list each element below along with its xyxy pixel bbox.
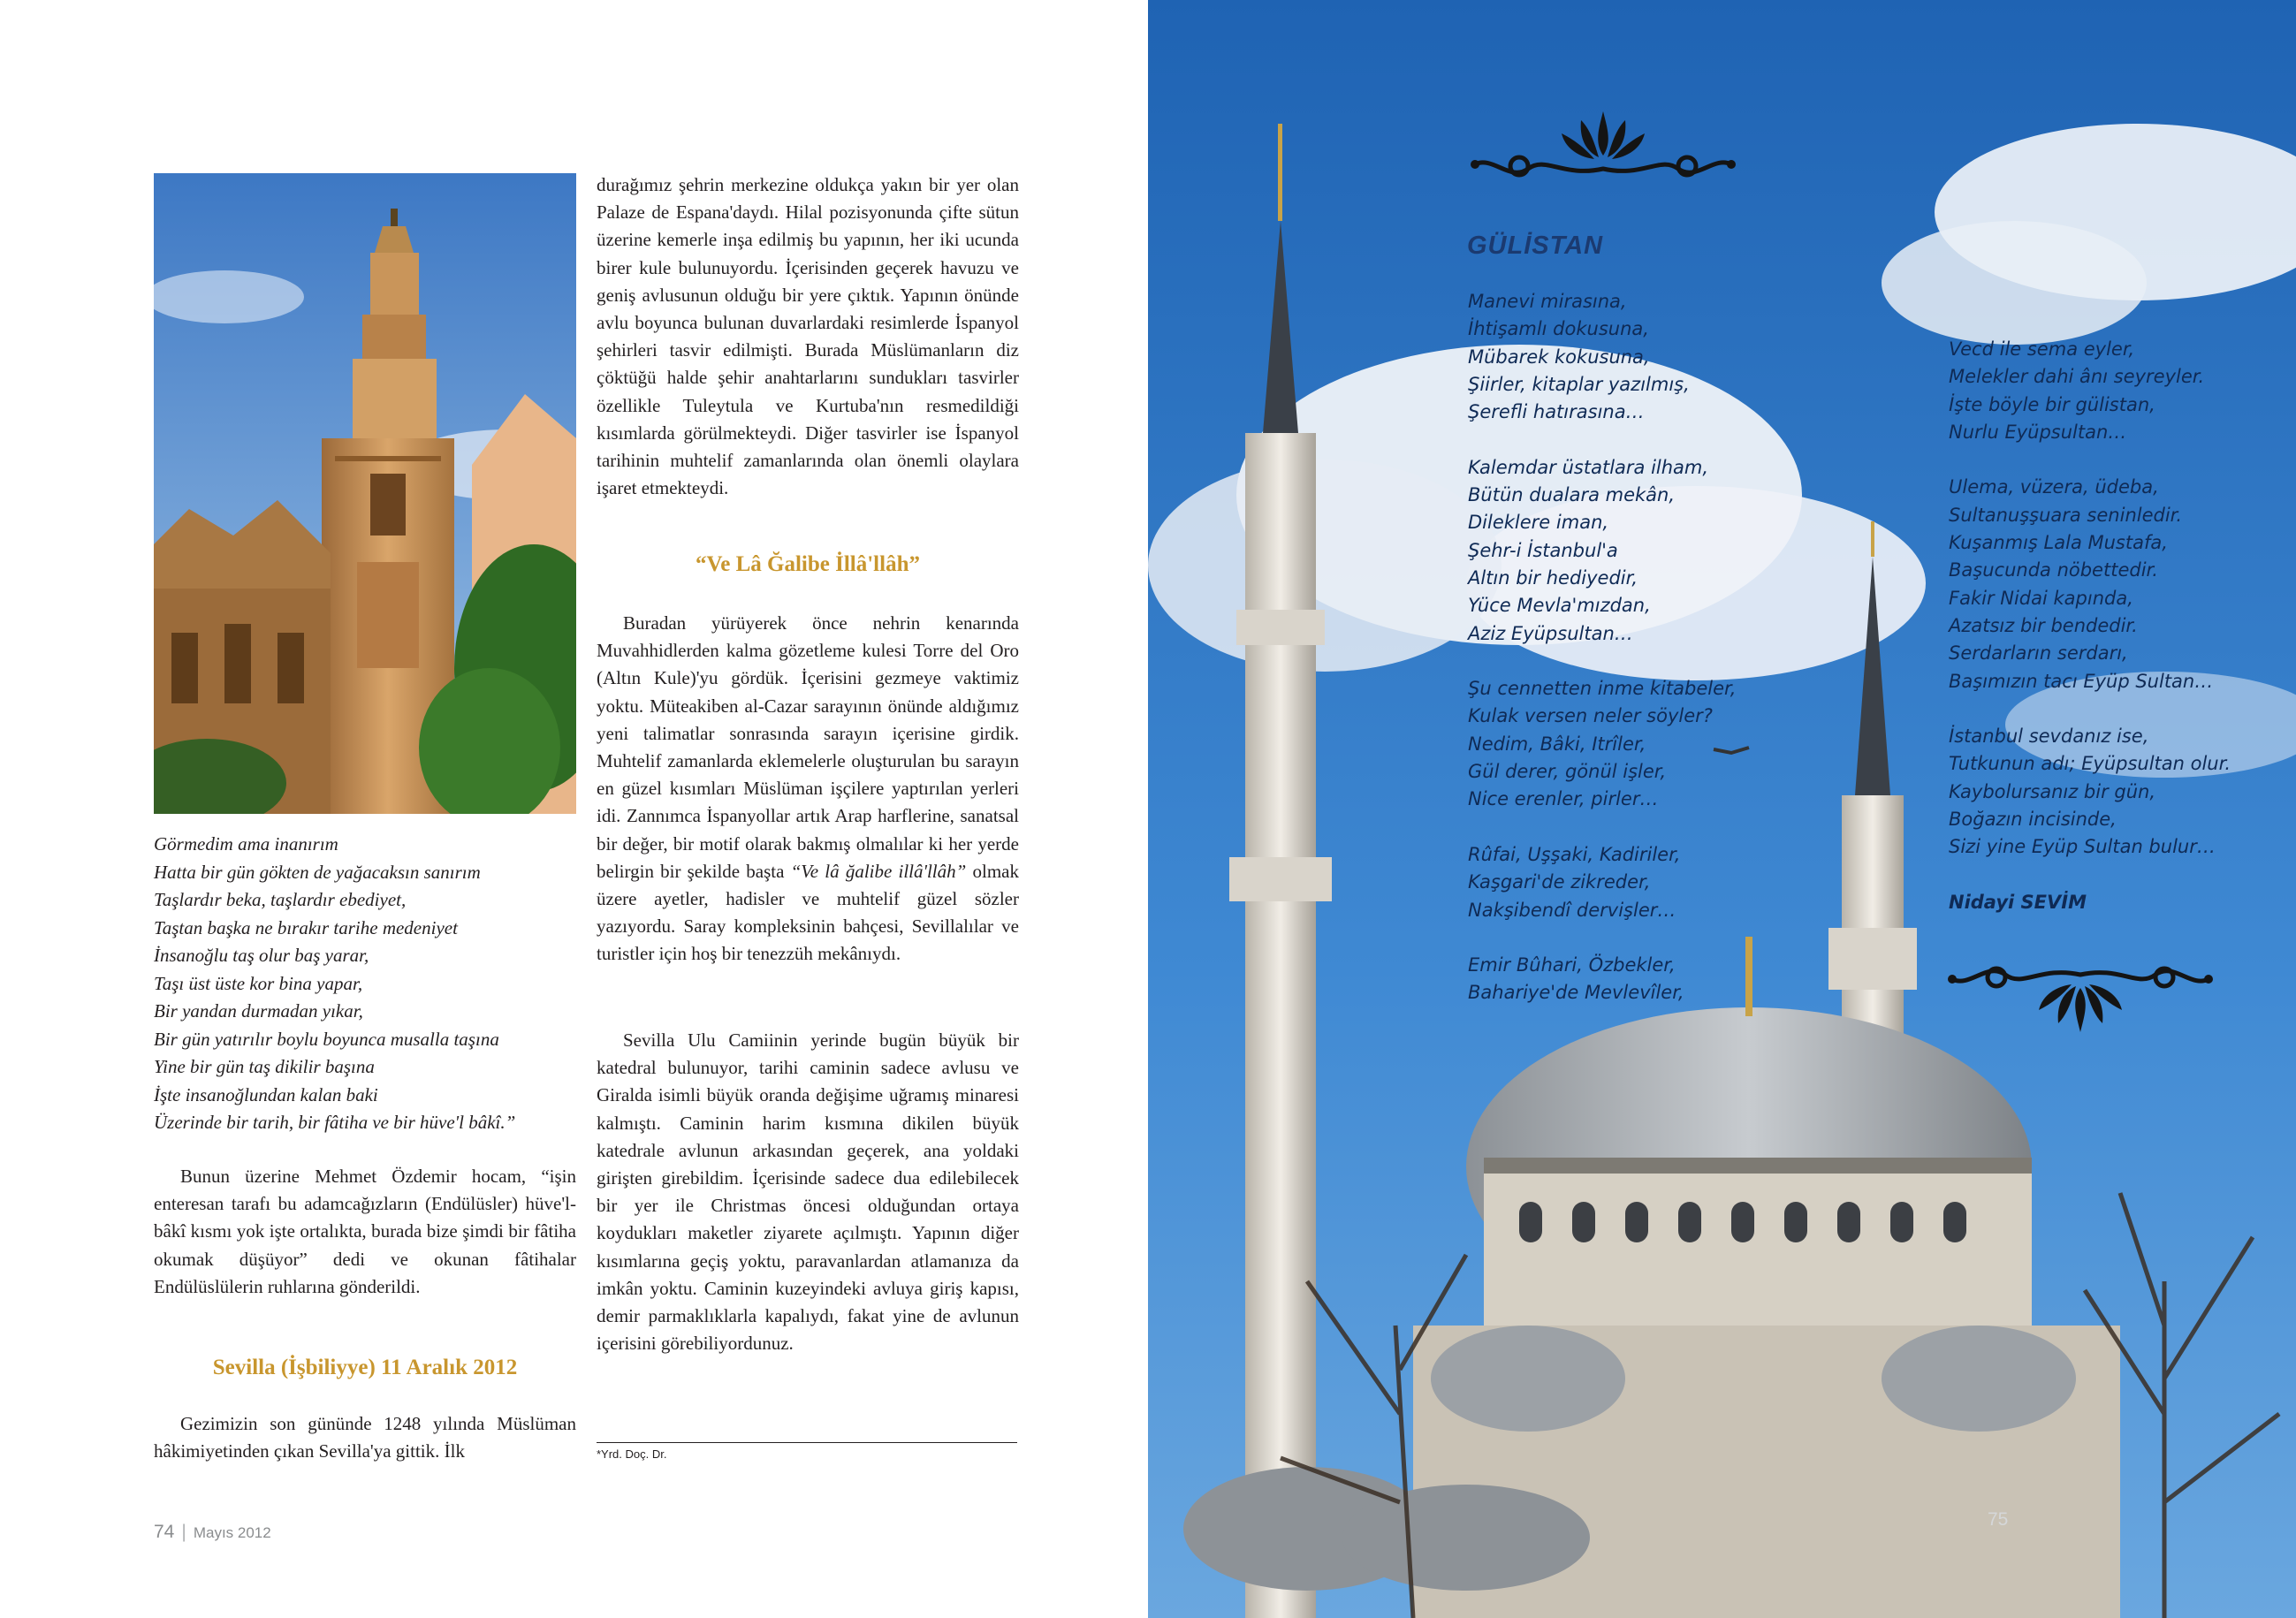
poem-line: Nakşibendî dervişler…	[1468, 899, 1676, 921]
poem-line: Bahariye'de Mevlevîler,	[1468, 982, 1684, 1004]
body-paragraph	[597, 610, 1019, 969]
poem-line: Görmedim ama inanırım	[154, 833, 338, 855]
poem-line: Bütün dualara mekân,	[1468, 484, 1676, 506]
poem-line: İşte böyle bir gülistan,	[1949, 393, 2155, 415]
poem-line: Manevi mirasına,	[1468, 291, 1627, 312]
paragraph-fatiha	[154, 1163, 576, 1301]
footnote: *Yrd. Doç. Dr.	[597, 1447, 667, 1461]
stanza-gap	[1949, 446, 2231, 474]
poem-line: Kulak versen neler söyler?	[1468, 705, 1713, 727]
poem-line: İnsanoğlu taş olur baş yarar,	[154, 945, 369, 966]
poem-line: Başucunda nöbettedir.	[1949, 559, 2158, 581]
ornament-top-icon	[1466, 103, 1740, 191]
footnote-divider	[597, 1442, 1017, 1443]
poem-line: Tutkunun adı; Eyüpsultan olur.	[1949, 753, 2231, 775]
body-text: olmak üzere ayetler, hadisler ve muhtelif güzel sözler yazıyordu. Saray kompleksinin bahçesi, Sevillalılar ve turistler için hoş bir tenezzüh mekânıydı.	[597, 860, 1020, 965]
poem-line: Rûfai, Uşşaki, Kadiriler,	[1468, 843, 1681, 865]
stanza-gap	[1949, 862, 2231, 889]
body-paragraph: Bunun üzerine Mehmet Özdemir hocam, “işin enteresan tarafı bu adamcağızların (Endülüsler) hüve'l-bâkî kısmı yok işte ortalıkta, burada bize şimdi bir fâtiha okumak düşüyor” dedi ve okunan fâtihalar Endülüslülerin ruhlarına gönderildi.	[154, 1166, 576, 1297]
stanza-gap	[1468, 924, 1736, 952]
poem-line: Kaybolursanız bir gün,	[1949, 780, 2156, 802]
paragraph-palaze	[597, 171, 1019, 502]
poem-line: Serdarların serdarı,	[1949, 642, 2128, 665]
poem-line: Mübarek kokusuna,	[1468, 346, 1650, 368]
stanza-gap	[1468, 814, 1736, 841]
ornament-bottom-icon	[1943, 953, 2217, 1041]
page-footer	[154, 1522, 271, 1543]
poem-line: Aziz Eyüpsultan…	[1468, 622, 1633, 644]
poem-line: Kalemdar üstatlara ilham,	[1468, 456, 1709, 478]
left-poem	[154, 831, 578, 1137]
poem-line: Taşlardır beka, taşlardır ebediyet,	[154, 889, 407, 910]
poem-line: Şu cennetten inme kitabeler,	[1468, 678, 1737, 700]
poem-column-2	[1949, 336, 2231, 916]
poem-line: İstanbul sevdanız ise,	[1949, 725, 2149, 748]
poem-line: Bir yandan durmadan yıkar,	[154, 1000, 363, 1022]
poem-line: Kuşanmış Lala Mustafa,	[1949, 532, 2168, 554]
poem-line: İhtişamlı dokusuna,	[1468, 318, 1649, 340]
right-page	[1148, 0, 2296, 1618]
poem-line: Üzerinde bir tarih, bir fâtiha ve bir hüve'l bâkî.”	[154, 1112, 516, 1133]
poem-line: Hatta bir gün gökten de yağacaksın sanırım	[154, 861, 481, 883]
poem-line: Şehr-i İstanbul'a	[1468, 539, 1618, 561]
poem-line: Emir Bûhari, Özbekler,	[1468, 954, 1676, 976]
section-heading-sevilla: Sevilla (İşbiliyye) 11 Aralık 2012	[212, 1356, 518, 1379]
poem-line: Boğazın incisinde,	[1949, 809, 2117, 831]
page-number-right: 75	[1988, 1509, 2009, 1530]
poem-author: Nidayi SEVİM	[1949, 891, 2087, 913]
poem-line: Yüce Mevla'mızdan,	[1468, 595, 1651, 617]
poem-line: Ulema, vüzera, üdeba,	[1949, 476, 2159, 498]
stanza-gap	[1949, 695, 2231, 723]
poem-line: Azatsız bir bendedir.	[1949, 614, 2138, 636]
poem-line: Bir gün yatırılır boylu boyunca musalla taşına	[154, 1028, 499, 1050]
poem-line: Sultanuşşuara seninledir.	[1949, 504, 2183, 526]
footer-separator: |	[181, 1522, 186, 1542]
page-number: 74	[154, 1522, 175, 1542]
poem-title: GÜLİSTAN	[1467, 232, 1604, 260]
body-text: Buradan yürüyerek önce nehrin kenarında Muvahhidlerden kalma gözetleme kulesi Torre del Oro (Altın Kule)'yu gördük. İçerisini gezmeye vaktimiz yoktu. Müteakiben al-Cazar sarayının önünde aldığımız yeni talimatlar sonrasında sarayın içerisine girdik. Muhtelif zamanlarda eklemelerle oluşturulan bu sarayın en güzel kısımları Müslüman işçilere yaptırılan yerleri idi. Zannımca İspanyollar artık Arap harflerine, sanatsal bir değer, bir motif olarak bakmış olmalılar ki her yerde belirgin bir şekilde başta	[597, 612, 1019, 882]
poem-line: Şerefli hatırasına…	[1468, 401, 1645, 423]
stanza-gap	[1468, 648, 1736, 675]
poem-line: Başımızın tacı Eyüp Sultan…	[1949, 670, 2214, 692]
poem-line: Şiirler, kitaplar yazılmış,	[1468, 373, 1690, 395]
poem-line: Vecd ile sema eyler,	[1949, 338, 2135, 360]
poem-line: Gül derer, gönül işler,	[1468, 761, 1667, 783]
poem-line: Nice erenler, pirler…	[1468, 788, 1659, 810]
stanza-gap	[1468, 426, 1736, 453]
poem-line: Dileklere iman,	[1468, 512, 1609, 534]
body-paragraph: durağımız şehrin merkezine oldukça yakın bir yer olan Palaze de Espana'daydı. Hilal pozisyonunda çifte sütun üzerine kemerle inşa edilmiş bu yapının, her iki ucunda birer kule bulunuyordu. İçerisinden geçerek havuzu ve geniş avlusunun olduğu bir yere çıktık. Yapının önünde avlu boyunca bulunan duvarlardaki resimlerde İspanyol şehirleri tasvir edilmişti. Burada Müslümanların diz çöktüğü halde şehir anahtarlarını sundukları tasvirler özellikle Tuleytula ve Kurtuba'nın resmedildiği kısımlarda görülmekteydi. Diğer tasvirler ise İspanyol tarihinin muhtelif zamanlarında olan önemli olaylara işaret etmekteydi.	[597, 174, 1019, 499]
giralda-photo	[154, 173, 576, 814]
poem-line: İşte insanoğlundan kalan baki	[154, 1083, 378, 1105]
body-paragraph: Sevilla Ulu Camiinin yerinde bugün büyük bir katedral bulunuyor, tarihi caminin sadece avlusu ve Giralda isimli büyük oranda değişime uğramış minaresi kalmıştı. Caminin harim kısmına dikilen büyük katedrale avlunun arkasından geçerek, ana yoldaki girişten girebildim. İçerisinde sadece dua edilebilecek bir yer ile Christmas öncesi olduğundan ortaya koydukları maketler ziyarete açılmıştı. Yapının diğer kısımlarına geçiş yoktu, paravanlardan atlamanıza da imkân yoktu. Caminin kuzeyindeki avluya giriş kapısı, demir parmaklıklarla kapalıydı, fakat yine de avlunun içerisini görebiliyordunuz.	[597, 1029, 1019, 1355]
issue-date: Mayıs 2012	[193, 1524, 271, 1541]
poem-column-1	[1468, 288, 1736, 1007]
body-paragraph: Gezimizin son gününde 1248 yılında Müslüman hâkimiyetinden çıkan Sevilla'ya gittik. İlk	[154, 1413, 576, 1462]
quoted-phrase: “Ve lâ ğalibe illâ'llâh”	[790, 860, 967, 882]
poem-line: Nedim, Bâki, Itrîler,	[1468, 733, 1646, 755]
poem-line: Taşı üst üste kor bina yapar,	[154, 972, 363, 994]
poem-line: Kaşgari'de zikreder,	[1468, 871, 1651, 893]
paragraph-sevilla	[154, 1410, 576, 1465]
poem-line: Melekler dahi ânı seyreyler.	[1949, 366, 2205, 388]
poem-line: Fakir Nidai kapında,	[1949, 587, 2133, 609]
section-heading-ve-la-galibe: “Ve Lâ Ğalibe İllâ'llâh”	[696, 552, 920, 576]
paragraph-alcazar	[597, 610, 1019, 969]
poem-line: Altın bir hediyedir,	[1468, 566, 1638, 589]
poem-line: Sizi yine Eyüp Sultan bulur…	[1949, 836, 2216, 858]
paragraph-ulu-camii	[597, 1027, 1019, 1357]
poem-line: Yine bir gün taş dikilir başına	[154, 1056, 375, 1077]
poem-line: Taştan başka ne bırakır tarihe medeniyet	[154, 916, 458, 938]
poem-line: Nurlu Eyüpsultan…	[1949, 421, 2127, 443]
